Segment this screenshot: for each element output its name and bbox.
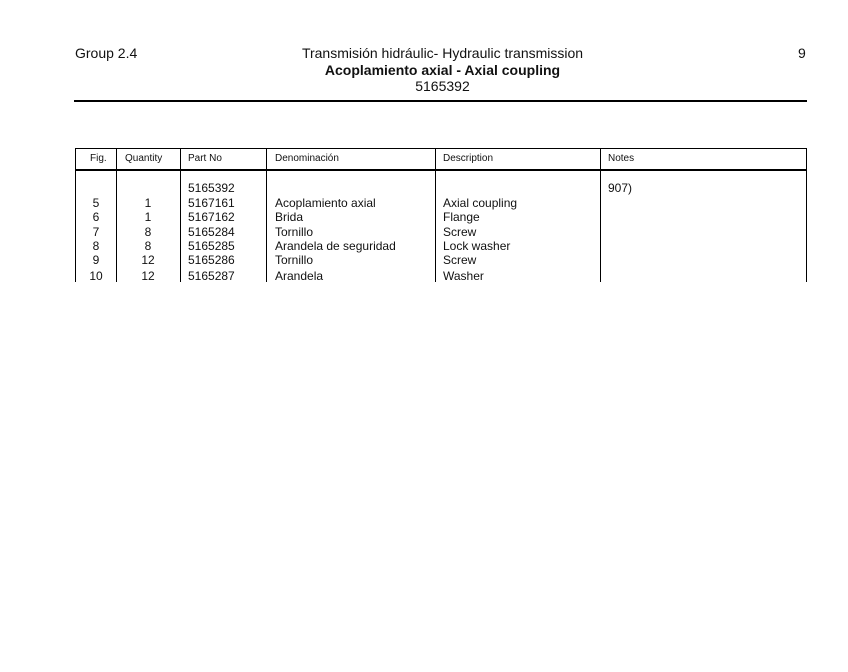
- cell-part-no: 5167162: [188, 210, 235, 224]
- cell-part-no: 5165286: [188, 253, 235, 267]
- cell-description: Washer: [443, 269, 484, 283]
- col-header-fig: Fig.: [90, 153, 107, 164]
- header-divider: [74, 100, 807, 102]
- cell-notes: 907): [608, 181, 633, 195]
- section-subtitle: Acoplamiento axial - Axial coupling: [324, 62, 561, 78]
- col-header-quantity: Quantity: [125, 153, 163, 164]
- cell-denominacion: Tornillo: [275, 225, 314, 239]
- cell-description: Screw: [443, 253, 477, 267]
- cell-denominacion: Arandela de seguridad: [275, 239, 396, 253]
- cell-quantity: 1: [144, 196, 152, 210]
- cell-denominacion: Tornillo: [275, 253, 314, 267]
- column-divider: [600, 149, 601, 282]
- cell-part-no: 5165287: [188, 269, 235, 283]
- cell-part-no: 5167161: [188, 196, 235, 210]
- assembly-part-number: 5165392: [415, 78, 470, 94]
- cell-denominacion: Acoplamiento axial: [275, 196, 376, 210]
- parts-table: [75, 148, 807, 282]
- group-label: Group 2.4: [75, 45, 138, 61]
- cell-part-no: 5165392: [188, 181, 235, 195]
- col-header-notes: Notes: [608, 153, 635, 164]
- cell-quantity: 12: [141, 269, 155, 283]
- cell-description: Screw: [443, 225, 477, 239]
- cell-quantity: 12: [141, 253, 155, 267]
- cell-description: Flange: [443, 210, 480, 224]
- cell-fig: 9: [92, 253, 100, 267]
- cell-fig: 7: [92, 225, 100, 239]
- cell-fig: 10: [89, 269, 103, 283]
- table-header-divider: [76, 169, 806, 171]
- column-divider: [435, 149, 436, 282]
- cell-description: Axial coupling: [443, 196, 518, 210]
- cell-quantity: 1: [144, 210, 152, 224]
- cell-quantity: 8: [144, 225, 152, 239]
- col-header-part-no: Part No: [188, 153, 222, 164]
- col-header-description: Description: [443, 153, 494, 164]
- column-divider: [266, 149, 267, 282]
- cell-quantity: 8: [144, 239, 152, 253]
- cell-fig: 5: [92, 196, 100, 210]
- cell-fig: 8: [92, 239, 100, 253]
- column-divider: [180, 149, 181, 282]
- cell-denominacion: Brida: [275, 210, 304, 224]
- cell-part-no: 5165285: [188, 239, 235, 253]
- cell-part-no: 5165284: [188, 225, 235, 239]
- cell-denominacion: Arandela: [275, 269, 324, 283]
- col-header-denominacion: Denominación: [275, 153, 339, 164]
- cell-fig: 6: [92, 210, 100, 224]
- page-number: 9: [798, 45, 806, 61]
- page-title: Transmisión hidráulic- Hydraulic transmission: [301, 45, 584, 61]
- cell-description: Lock washer: [443, 239, 511, 253]
